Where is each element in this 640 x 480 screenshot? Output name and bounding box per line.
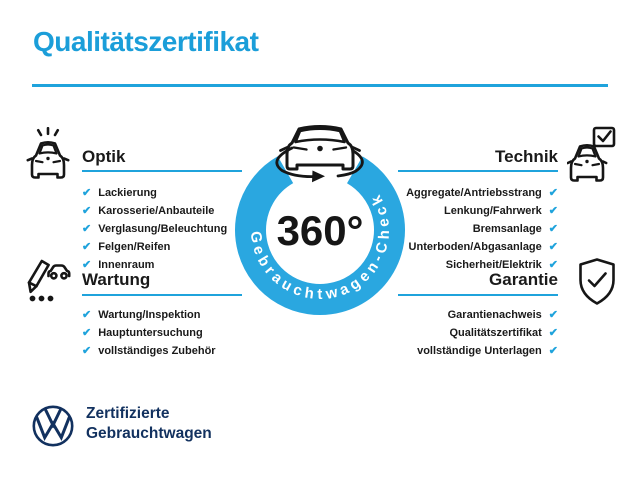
page-title: Qualitätszertifikat: [33, 26, 259, 57]
checklist-item: [320, 344, 558, 362]
header-divider: [32, 84, 608, 87]
section-underline-wartung: [82, 294, 242, 296]
check-icon: ✔: [548, 309, 558, 321]
checklist-item: [82, 186, 227, 204]
check-icon: ✔: [82, 241, 92, 253]
check-icon: ✔: [82, 345, 92, 357]
checklist-item: [82, 204, 227, 222]
service-checklist-icon: [22, 254, 72, 306]
checklist-item: [82, 344, 216, 362]
section-title-garantie: Garantie: [489, 270, 558, 289]
item-label: Hauptuntersuchung: [98, 327, 203, 339]
section-title-wartung: Wartung: [82, 270, 151, 289]
checklist-item: [82, 222, 227, 240]
footer-claim-line2: Gebrauchtwagen: [86, 425, 212, 442]
check-icon: ✔: [548, 345, 558, 357]
item-label: Lenkung/Fahrwerk: [443, 205, 542, 217]
item-label: Verglasung/Beleuchtung: [98, 223, 228, 235]
check-icon: ✔: [82, 327, 92, 339]
check-icon: ✔: [548, 259, 558, 271]
item-label: Innenraum: [98, 259, 155, 271]
check-icon: ✔: [82, 205, 92, 217]
wartung-checklist: [82, 308, 216, 362]
item-label: Unterboden/Abgasanlage: [408, 241, 542, 253]
item-label: Bremsanlage: [472, 223, 542, 235]
item-label: Garantienachweis: [447, 309, 542, 321]
optik-checklist: [82, 186, 227, 276]
check-icon: ✔: [548, 241, 558, 253]
check-icon: ✔: [548, 327, 558, 339]
rotation-arrowhead: [312, 171, 325, 183]
car-shine-icon: [25, 127, 71, 181]
degrees-label: 360°: [276, 207, 364, 254]
check-icon: ✔: [548, 223, 558, 235]
shield-check-icon: [576, 257, 618, 307]
footer-claim-line1: Zertifizierte: [86, 405, 170, 422]
section-title-optik: Optik: [82, 147, 126, 166]
check-icon: ✔: [82, 223, 92, 235]
checklist-item: [82, 326, 216, 344]
item-label: Wartung/Inspektion: [98, 309, 201, 321]
item-label: Sicherheit/Elektrik: [445, 259, 542, 271]
item-label: vollständiges Zubehör: [98, 345, 216, 357]
checklist-item: [82, 240, 227, 258]
section-underline-optik: [82, 170, 242, 172]
section-underline-garantie: [398, 294, 558, 296]
vw-logo: [31, 404, 75, 448]
item-label: Aggregate/Antriebsstrang: [406, 187, 542, 199]
ring-label: Gebrauchtwagen-Check: [246, 188, 394, 304]
check-icon: ✔: [82, 309, 92, 321]
checklist-item: [82, 308, 216, 326]
section-underline-technik: [398, 170, 558, 172]
check-icon: ✔: [82, 259, 92, 271]
check-icon: ✔: [82, 187, 92, 199]
item-label: vollständige Unterlagen: [417, 345, 542, 357]
item-label: Karosserie/Anbauteile: [98, 205, 215, 217]
item-label: Felgen/Reifen: [98, 241, 171, 253]
360-check-badge: [220, 118, 420, 332]
car-checkbox-icon: [567, 126, 617, 182]
footer-claim: [86, 404, 212, 444]
item-label: Lackierung: [98, 187, 157, 199]
item-label: Qualitätszertifikat: [449, 327, 542, 339]
check-icon: ✔: [548, 205, 558, 217]
check-icon: ✔: [548, 187, 558, 199]
section-title-technik: Technik: [495, 147, 558, 166]
